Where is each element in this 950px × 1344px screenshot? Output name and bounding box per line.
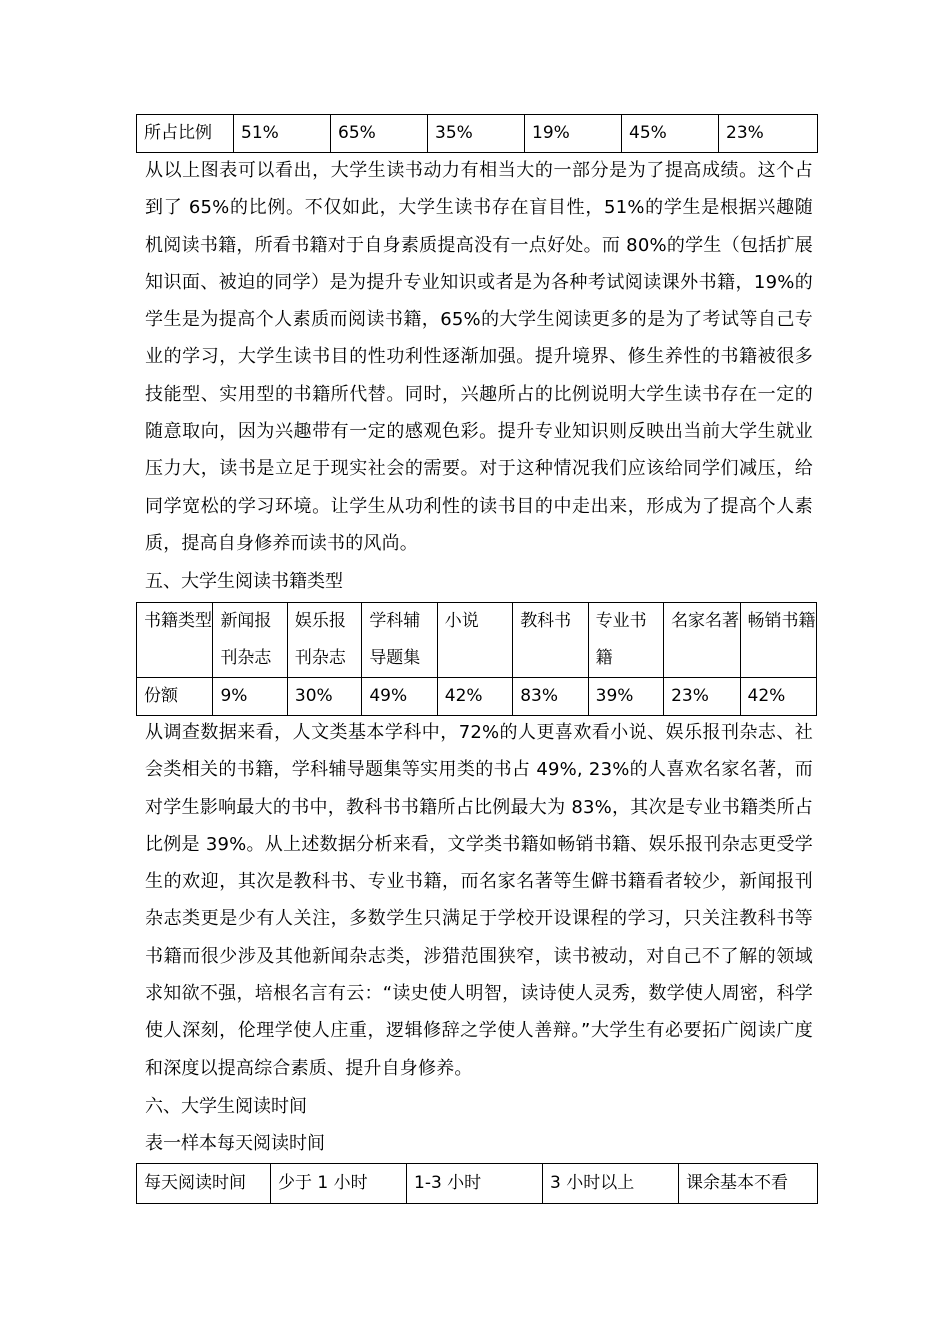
table-header-cell: 名家名著 xyxy=(664,603,740,678)
table-row xyxy=(137,1164,818,1204)
table-row xyxy=(137,678,817,716)
table-header-cell: 小说 xyxy=(437,603,512,678)
table-cell: 19% xyxy=(525,115,622,153)
table-cell: 份额 xyxy=(137,678,213,716)
table-cell: 49% xyxy=(362,678,437,716)
table-header-cell: 专业书籍 xyxy=(588,603,663,678)
table-row xyxy=(137,115,818,153)
table-cell: 所占比例 xyxy=(137,115,234,153)
table-cell: 1-3 小时 xyxy=(407,1164,543,1204)
table-cell: 23% xyxy=(719,115,818,153)
table-cell: 51% xyxy=(234,115,331,153)
table-header-cell: 畅销书籍 xyxy=(740,603,817,678)
table-caption: 表一样本每天阅读时间 xyxy=(145,1133,325,1154)
table-cell: 45% xyxy=(622,115,719,153)
book-types-table xyxy=(136,602,817,716)
table-header-cell: 学科辅导题集 xyxy=(362,603,437,678)
analysis-paragraph: 从以上图表可以看出，大学生读书动力有相当大的一部分是为了提高成绩。这个占到了 65%的比例。不仅如此，大学生读书存在盲目性，51%的学生是根据兴趣随机阅读书籍，所看书籍对于自身素质提高没有一点好处。而 80%的学生（包括扩展知识面、被迫的同学）是为提升专业知识或者是为各种考试阅读课外书籍，19%的学生是为提高个人素质而阅读书籍，65%的大学生阅读更多的是为了考试等自己专业的学习，大学生读书目的性功利性逐渐加强。提升境界、修生养性的书籍被很多技能型、实用型的书籍所代替。同时，兴趣所占的比例说明大学生读书存在一定的随意取向，因为兴趣带有一定的感观色彩。提升专业知识则反映出当前大学生就业压力大，读书是立足于现实社会的需要。对于这种情况我们应该给同学们减压，给同学宽松的学习环境。让学生从功利性的读书目的中走出来，形成为了提高个人素质，提高自身修养而读书的风尚。 xyxy=(145,160,813,554)
table-cell: 课余基本不看 xyxy=(679,1164,818,1204)
section-heading-reading-time: 六、大学生阅读时间 xyxy=(145,1096,307,1117)
table-cell: 35% xyxy=(428,115,525,153)
table-cell: 42% xyxy=(740,678,817,716)
table-header-cell: 新闻报刊杂志 xyxy=(213,603,287,678)
reading-motive-ratio-table xyxy=(136,114,818,153)
table-cell: 每天阅读时间 xyxy=(137,1164,271,1204)
table-cell: 83% xyxy=(513,678,588,716)
table-cell: 3 小时以上 xyxy=(543,1164,679,1204)
table-cell: 39% xyxy=(588,678,663,716)
table-cell: 少于 1 小时 xyxy=(271,1164,407,1204)
table-cell: 42% xyxy=(437,678,512,716)
table-cell: 23% xyxy=(664,678,740,716)
table-header-row xyxy=(137,603,817,678)
table-header-cell: 书籍类型 xyxy=(137,603,213,678)
table-header-cell: 教科书 xyxy=(513,603,588,678)
table-cell: 30% xyxy=(287,678,361,716)
survey-paragraph: 从调查数据来看，人文类基本学科中，72%的人更喜欢看小说、娱乐报刊杂志、社会类相关的书籍，学科辅导题集等实用类的书占 49%, 23%的人喜欢名家名著，而对学生影响最大的书中，教科书书籍所占比例最大为 83%，其次是专业书籍类所占比例是 39%。从上述数据分析来看，文学类书籍如畅销书籍、娱乐报刊杂志更受学生的欢迎，其次是教科书、专业书籍，而名家名著等生僻书籍看者较少，新闻报刊杂志类更是少有人关注，多数学生只满足于学校开设课程的学习，只关注教科书等书籍而很少涉及其他新闻杂志类，涉猎范围狭窄，读书被动，对自己不了解的领域求知欲不强，培根名言有云：“读史使人明智，读诗使人灵秀，数学使人周密，科学使人深刻，伦理学使人庄重，逻辑修辞之学使人善辩。”大学生有必要拓广阅读广度和深度以提高综合素质、提升自身修养。 xyxy=(145,722,813,1079)
table-header-cell: 娱乐报刊杂志 xyxy=(287,603,361,678)
table-cell: 65% xyxy=(331,115,428,153)
table-cell: 9% xyxy=(213,678,287,716)
daily-reading-time-table xyxy=(136,1163,818,1204)
section-heading-book-types: 五、大学生阅读书籍类型 xyxy=(145,571,343,592)
